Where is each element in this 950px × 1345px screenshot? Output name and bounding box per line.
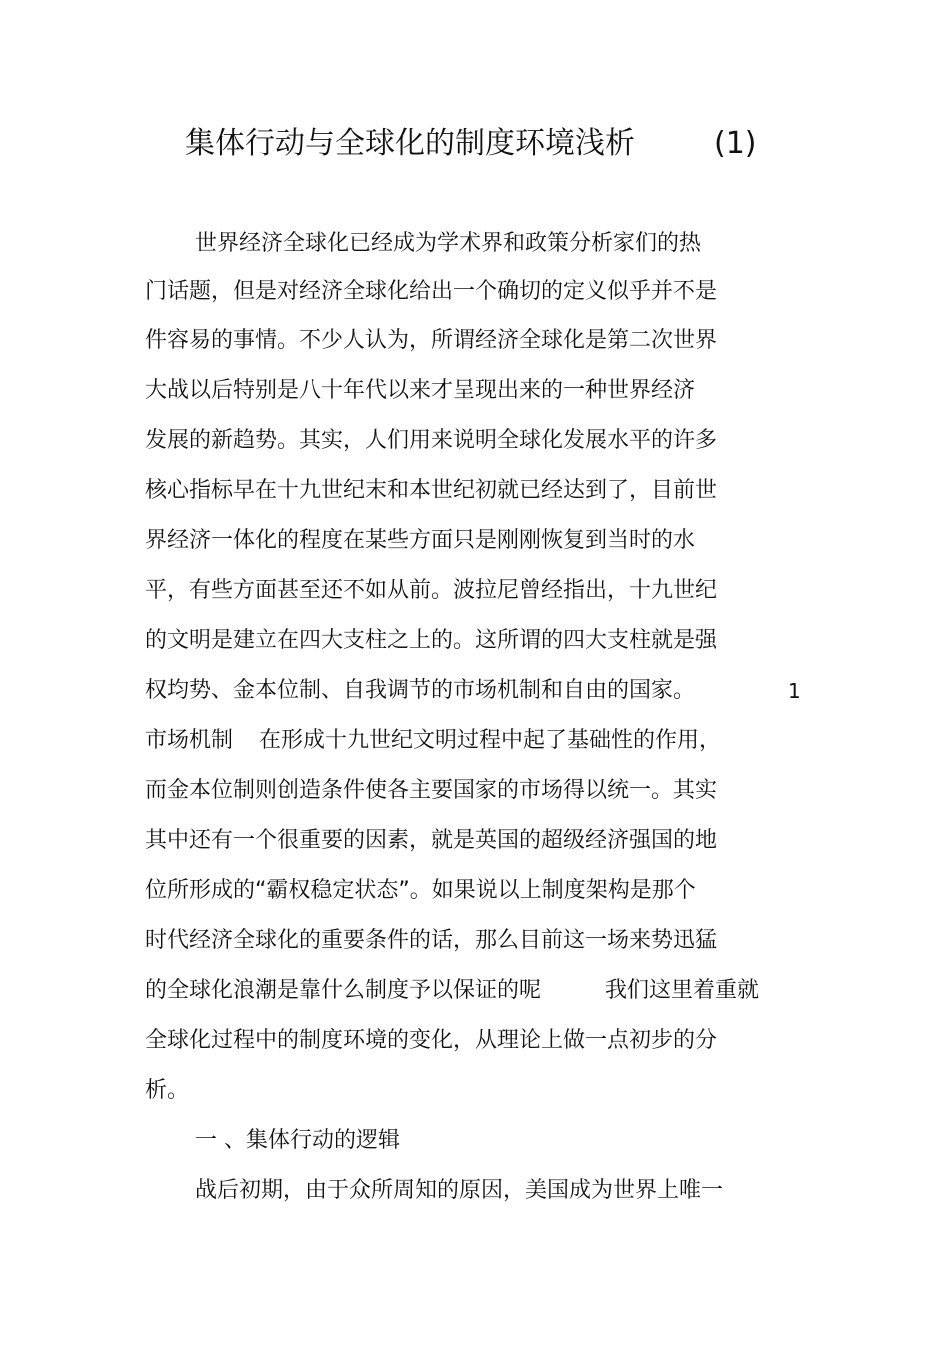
paragraph-line-part: 的全球化浪潮是靠什么制度予以保证的呢 bbox=[145, 978, 542, 1003]
paragraph-line-part: 我们这里着重就 bbox=[605, 978, 760, 1003]
paragraph-line: 门话题，但是对经济全球化给出一个确切的定义似乎并不是 bbox=[145, 279, 718, 304]
paragraph-line-part: 在形成十九世纪文明过程中起了基础性的作用， bbox=[259, 728, 722, 753]
paragraph-line: 析。 bbox=[145, 1078, 190, 1103]
document-title-number: (1) bbox=[714, 126, 757, 161]
paragraph-line-part: 市场机制 bbox=[145, 728, 234, 753]
paragraph-line bbox=[145, 725, 721, 757]
paragraph-line: 大战以后特别是八十年代以来才呈现出来的一种世界经济 bbox=[145, 378, 696, 403]
paragraph-line: 件容易的事情。不少人认为，所谓经济全球化是第二次世界 bbox=[145, 328, 718, 353]
paragraph-line: 其中还有一个很重要的因素，就是英国的超级经济强国的地 bbox=[145, 828, 718, 853]
paragraph-line: 战后初期，由于众所周知的原因，美国成为世界上唯一 bbox=[195, 1178, 724, 1203]
paragraph-line: 时代经济全球化的重要条件的话，那么目前这一场来势迅猛 bbox=[145, 928, 718, 953]
paragraph-line: 平，有些方面甚至还不如从前。波拉尼曾经指出，十九世纪 bbox=[145, 578, 718, 603]
document-title: 集体行动与全球化的制度环境浅析 bbox=[185, 126, 635, 161]
paragraph-line: 权均势、金本位制、自我调节的市场机制和自由的国家。 bbox=[145, 678, 696, 703]
paragraph-line: 发展的新趋势。其实，人们用来说明全球化发展水平的许多 bbox=[145, 428, 718, 453]
paragraph-line: 世界经济全球化已经成为学术界和政策分析家们的热 bbox=[195, 231, 702, 256]
footnote-marker: 1 bbox=[788, 679, 801, 703]
section-heading: 一 、集体行动的逻辑 bbox=[195, 1128, 400, 1153]
paragraph-line: 全球化过程中的制度环境的变化，从理论上做一点初步的分 bbox=[145, 1028, 718, 1053]
paragraph-line: 而金本位制则创造条件使各主要国家的市场得以统一。其实 bbox=[145, 778, 718, 803]
paragraph-line: 位所形成的“霸权稳定状态”。如果说以上制度架构是那个 bbox=[145, 878, 696, 903]
paragraph-line bbox=[145, 975, 759, 1007]
paragraph-line: 核心指标早在十九世纪末和本世纪初就已经达到了，目前世 bbox=[145, 478, 718, 503]
paragraph-line: 界经济一体化的程度在某些方面只是刚刚恢复到当时的水 bbox=[145, 528, 696, 553]
paragraph-line: 的文明是建立在四大支柱之上的。这所谓的四大支柱就是强 bbox=[145, 628, 718, 653]
